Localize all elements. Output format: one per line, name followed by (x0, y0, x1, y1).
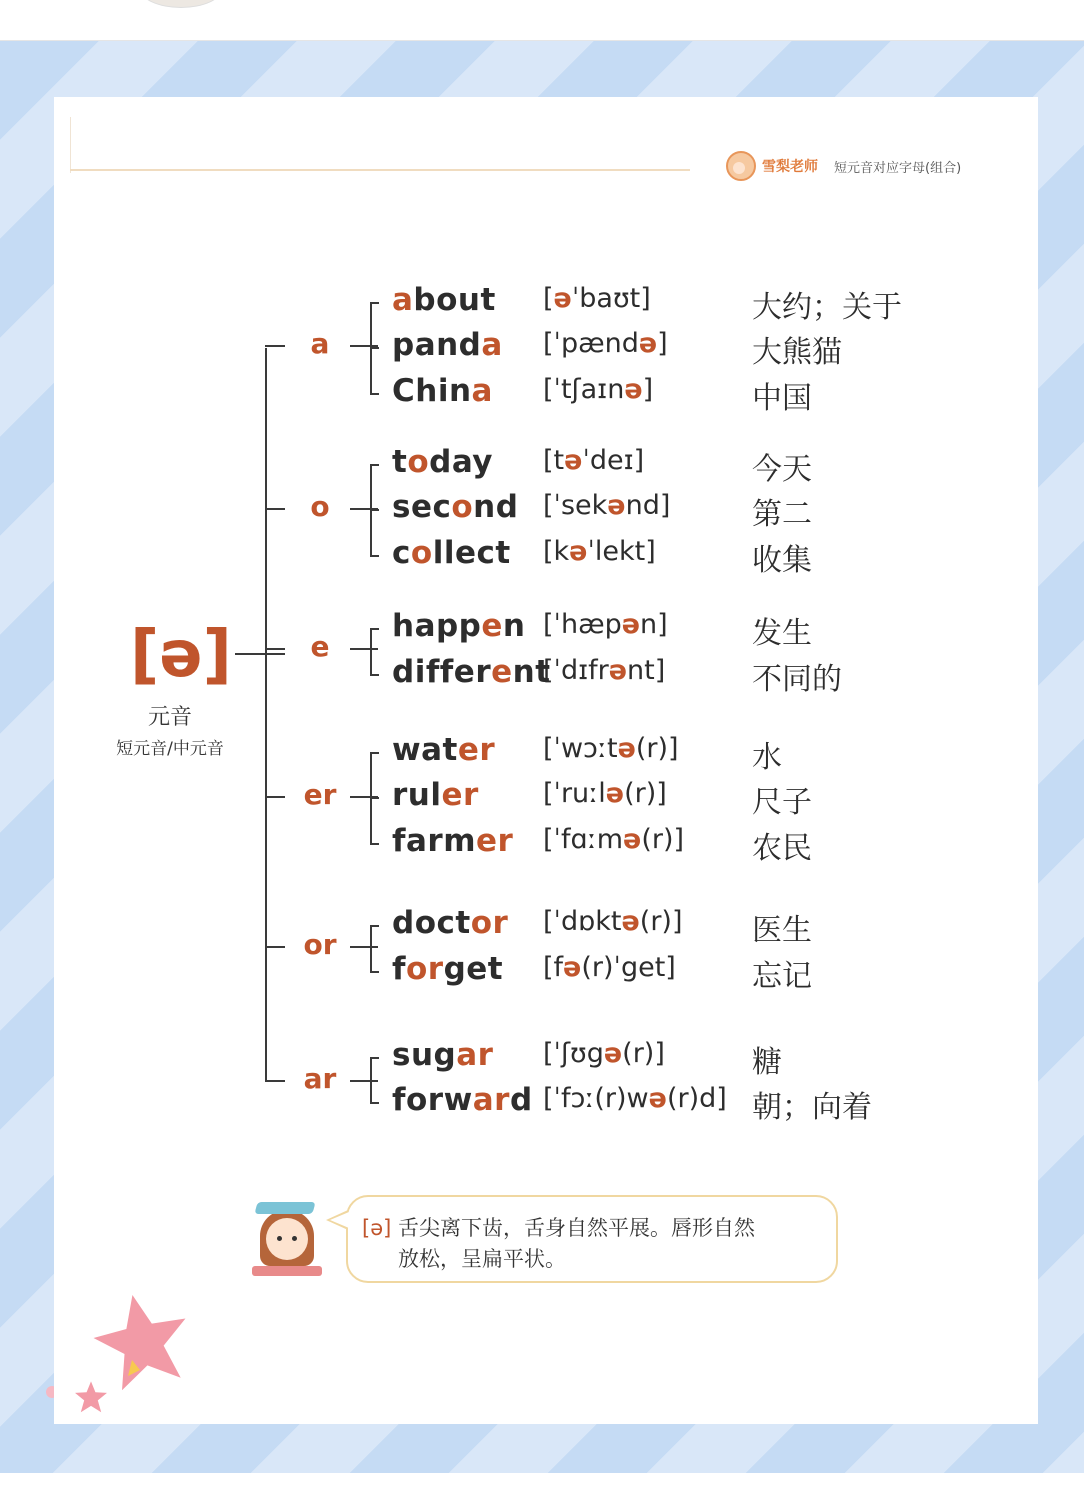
word-part: c (392, 535, 411, 571)
header-line (70, 169, 690, 171)
word-highlight: a (471, 373, 493, 409)
word-highlight: a (481, 327, 503, 363)
chinese-meaning: 收集 (752, 543, 812, 578)
group-letter-a: a (310, 327, 330, 360)
group-bracket (370, 628, 372, 676)
header-vline (70, 117, 71, 173)
group-bracket-tick (370, 925, 379, 927)
brand-avatar-icon (726, 151, 756, 181)
word-part: t (392, 444, 408, 480)
ipa-part: [t (543, 445, 565, 476)
word-highlight: er (441, 777, 479, 813)
ipa-transcription (543, 283, 651, 314)
ipa-part: [ˈhæp (543, 609, 622, 640)
group-bracket-tick (370, 302, 379, 304)
word-part: pand (392, 327, 482, 363)
ipa-part: ˈbaʊt] (571, 283, 651, 314)
ipa-highlight: ə (608, 655, 628, 686)
ipa-highlight: ə (638, 328, 658, 359)
tree-branch (265, 508, 285, 510)
group-bracket-tick (370, 464, 379, 466)
ipa-part: [ˈsek (543, 490, 608, 521)
ipa-transcription (543, 374, 653, 405)
ipa-highlight: ə (603, 1038, 623, 1069)
example-word (392, 905, 508, 941)
word-part: rul (392, 777, 442, 813)
word-part: differ (392, 654, 492, 690)
main-phoneme-sublabel: 短元音/中元音 (116, 739, 224, 759)
teacher-face (266, 1218, 308, 1260)
example-word (392, 823, 513, 859)
ipa-highlight: ə (623, 824, 642, 855)
word-part: f (392, 951, 406, 987)
ipa-highlight: ə (553, 283, 572, 314)
word-part: bout (413, 282, 496, 318)
group-bracket-tick (370, 555, 379, 557)
top-bar (0, 0, 1084, 41)
ipa-part: (r)ˈget] (581, 952, 676, 983)
ipa-part: ˈdeɪ] (582, 445, 645, 476)
star-decor-icon (92, 1290, 192, 1390)
word-part: day (429, 444, 494, 480)
word-highlight: er (457, 732, 496, 768)
chinese-meaning: 发生 (752, 616, 812, 651)
ipa-highlight: ə (621, 906, 640, 937)
word-highlight: a (392, 282, 414, 318)
ipa-transcription (543, 445, 644, 476)
ipa-transcription (543, 536, 656, 567)
group-bracket-tick (370, 393, 379, 395)
bottom-bar (0, 1473, 1084, 1505)
teacher-eye (292, 1236, 297, 1241)
ipa-part: [ˈpænd (543, 328, 639, 359)
example-word (392, 654, 551, 690)
ipa-part: [ˈfɔː(r)w (543, 1083, 649, 1114)
tree-branch (265, 648, 285, 650)
ipa-highlight: ə (621, 609, 641, 640)
word-part: nt (512, 654, 551, 690)
group-connector (350, 1080, 378, 1082)
chinese-meaning: 今天 (752, 452, 812, 487)
ipa-part: ] (642, 374, 654, 405)
group-bracket-tick (370, 843, 379, 845)
ipa-part: [ˈtʃaɪn (543, 374, 625, 405)
group-letter-e: e (310, 630, 330, 663)
ipa-highlight: ə (617, 733, 636, 764)
main-phoneme-symbol: [ə] (130, 618, 232, 692)
top-avatar (140, 0, 222, 8)
tip-line-2: 放松，呈扁平状。 (398, 1247, 566, 1271)
group-letter-ar: ar (303, 1062, 337, 1095)
ipa-transcription (543, 778, 667, 809)
tree-branch (265, 946, 285, 948)
brand-subtitle: 短元音对应字母(组合) (834, 160, 962, 176)
word-highlight: e (481, 608, 503, 644)
word-part: wat (392, 732, 458, 768)
tip-text-1: 舌尖离下齿，舌身自然平展。唇形自然 (398, 1216, 755, 1240)
teacher-eye (277, 1236, 282, 1241)
ipa-part: [ˈdɪfr (543, 655, 609, 686)
ipa-part: [ˈfɑːm (543, 824, 623, 855)
group-letter-o: o (310, 490, 330, 523)
ipa-transcription (543, 1083, 727, 1114)
word-highlight: o (451, 489, 474, 525)
group-connector (350, 648, 378, 650)
small-star-decor-icon (74, 1380, 108, 1414)
ipa-transcription (543, 328, 668, 359)
chinese-meaning: 朝；向着 (752, 1090, 872, 1125)
word-part: get (443, 951, 504, 987)
ipa-part: nt] (627, 655, 666, 686)
ipa-highlight: ə (624, 374, 643, 405)
word-part: sug (392, 1037, 457, 1073)
word-part: n (502, 608, 526, 644)
example-word (392, 732, 495, 768)
group-bracket (370, 925, 372, 973)
brand-name: 雪梨老师 (762, 159, 818, 175)
word-part: forw (392, 1082, 473, 1118)
chinese-meaning: 大熊猫 (752, 335, 842, 370)
ipa-part: [ˈwɔːt (543, 733, 618, 764)
word-part: happ (392, 608, 482, 644)
word-part: nd (473, 489, 519, 525)
example-word (392, 489, 518, 525)
chinese-meaning: 医生 (752, 913, 812, 948)
word-highlight: or (470, 905, 509, 941)
teacher-hat (254, 1202, 315, 1214)
ipa-highlight: ə (607, 490, 626, 521)
chinese-meaning: 农民 (752, 831, 812, 866)
ipa-part: (r)] (622, 1038, 665, 1069)
ipa-transcription (543, 906, 682, 937)
group-bracket-tick (370, 797, 379, 799)
bubble-tail-inner (330, 1212, 349, 1228)
group-letter-or: or (303, 928, 337, 961)
ipa-transcription (543, 655, 665, 686)
ipa-part: (r)] (624, 778, 667, 809)
chinese-meaning: 中国 (752, 381, 812, 416)
word-part: Chin (392, 373, 472, 409)
example-word (392, 777, 479, 813)
ipa-part: [ˈʃʊg (543, 1038, 604, 1069)
tree-spine (265, 348, 267, 1082)
group-connector (350, 946, 378, 948)
ipa-part: nd] (625, 490, 671, 521)
ipa-highlight: ə (563, 952, 582, 983)
ipa-part: [f (543, 952, 564, 983)
chinese-meaning: 忘记 (752, 959, 812, 994)
chinese-meaning: 水 (752, 740, 782, 775)
word-highlight: o (407, 444, 430, 480)
word-part: sec (392, 489, 452, 525)
main-phoneme-label: 元音 (147, 705, 192, 730)
tree-branch (265, 796, 285, 798)
example-word (392, 444, 493, 480)
example-word (392, 327, 503, 363)
group-bracket-tick (370, 1102, 379, 1104)
example-word (392, 535, 511, 571)
word-highlight: ar (472, 1082, 510, 1118)
chinese-meaning: 糖 (752, 1045, 782, 1080)
ipa-part: ˈlekt] (587, 536, 656, 567)
example-word (392, 1037, 493, 1073)
ipa-part: (r)] (641, 824, 685, 855)
ipa-part: (r)] (639, 906, 683, 937)
group-bracket-tick (370, 1057, 379, 1059)
ipa-part: n] (640, 609, 668, 640)
group-bracket-tick (370, 628, 379, 630)
ipa-part: (r)] (635, 733, 679, 764)
brand (726, 151, 961, 181)
group-bracket-tick (370, 752, 379, 754)
teacher-desk (252, 1266, 322, 1276)
example-word (392, 1082, 533, 1118)
ipa-transcription (543, 1038, 665, 1069)
word-part: doct (392, 905, 471, 941)
chinese-meaning: 不同的 (752, 662, 842, 697)
tree-main-branch (235, 653, 285, 655)
tip-symbol: [ə] (362, 1216, 392, 1240)
word-highlight: ar (456, 1037, 494, 1073)
word-highlight: o (410, 535, 433, 571)
group-bracket-tick (370, 509, 379, 511)
ipa-part: (r)d] (666, 1083, 727, 1114)
word-highlight: e (491, 654, 513, 690)
ipa-transcription (543, 609, 668, 640)
ipa-part: [ˈdɒkt (543, 906, 622, 937)
ipa-highlight: ə (648, 1083, 667, 1114)
group-bracket-tick (370, 674, 379, 676)
ipa-transcription (543, 733, 679, 764)
ipa-transcription (543, 490, 670, 521)
ipa-part: ] (657, 328, 668, 359)
chinese-meaning: 尺子 (752, 785, 812, 820)
tree-branch (265, 1080, 285, 1082)
tip-line-1 (362, 1212, 755, 1242)
example-word (392, 373, 493, 409)
group-bracket (370, 1057, 372, 1104)
group-bracket-tick (370, 347, 379, 349)
ipa-part: [ (543, 283, 554, 314)
chinese-meaning: 大约；关于 (752, 290, 902, 325)
word-highlight: er (476, 823, 514, 859)
teacher-avatar-icon (252, 1200, 322, 1278)
group-bracket-tick (370, 971, 379, 973)
example-word (392, 608, 525, 644)
ipa-highlight: ə (569, 536, 588, 567)
ipa-part: [ˈruːl (543, 778, 606, 809)
tree-branch (265, 345, 285, 347)
word-highlight: or (406, 951, 444, 987)
ipa-transcription (543, 824, 684, 855)
example-word (392, 951, 503, 987)
ipa-transcription (543, 952, 676, 983)
chinese-meaning: 第二 (752, 497, 812, 532)
ipa-part: [k (543, 536, 570, 567)
word-part: d (509, 1082, 533, 1118)
ipa-highlight: ə (564, 445, 583, 476)
word-part: llect (432, 535, 511, 571)
example-word (392, 282, 496, 318)
group-letter-er: er (303, 778, 337, 811)
ipa-highlight: ə (605, 778, 625, 809)
word-part: farm (392, 823, 476, 859)
